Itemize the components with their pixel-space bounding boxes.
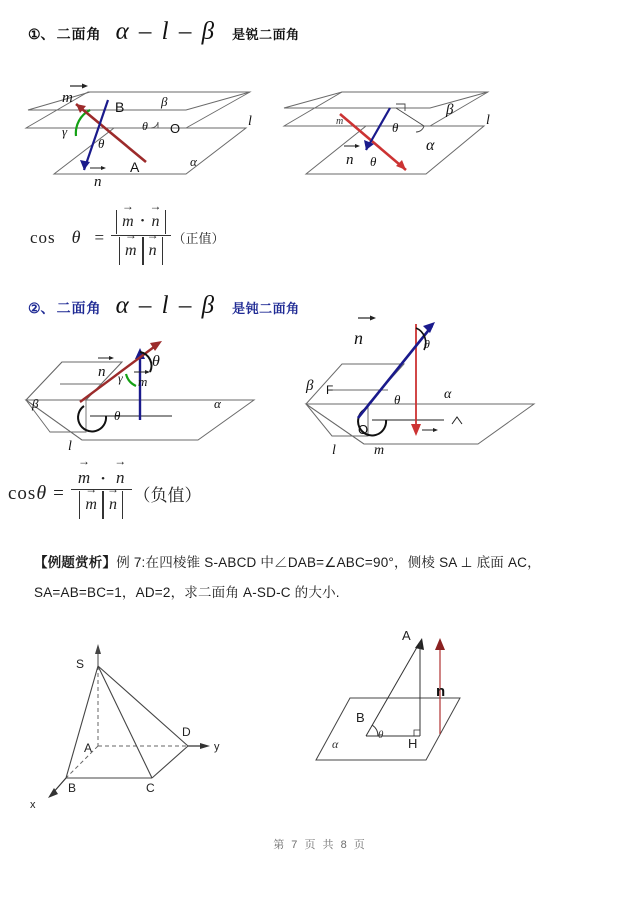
example-title: 【例题赏析】 [34, 555, 117, 570]
figure-label-beta: β [446, 102, 454, 118]
figure-label-B: B [356, 710, 365, 725]
figure-label-D: D [182, 725, 191, 739]
formula-denominator [79, 490, 123, 519]
figure-label-B: B [115, 99, 125, 115]
formula-theta: θ [36, 482, 47, 504]
vector-n: → n [114, 468, 127, 488]
example-line-2: SA=AB=BC=1，AD=2，求二面角 A-SD-C 的大小. [34, 585, 340, 600]
figure-label-theta-1: θ [392, 120, 399, 135]
figure-normal-vector-plane [308, 612, 568, 782]
section-expression-1: α – l – β [115, 18, 217, 45]
axis-label-x: x [30, 799, 36, 811]
vector-m: → m [120, 213, 136, 231]
vector-m: → m [76, 468, 92, 488]
figure-label-alpha: α [332, 737, 339, 751]
formula-numerator [71, 468, 132, 490]
section-label-2: 二面角 [56, 300, 102, 316]
figure-label-l: l [248, 114, 252, 129]
section-tail-1: 是锐二面角 [232, 27, 300, 42]
formula-acute-cos [30, 210, 225, 265]
formula-equals: = [94, 227, 105, 247]
dot-operator: • [140, 215, 145, 227]
formula-theta: θ [71, 227, 81, 247]
figure-label-m: m [62, 90, 73, 106]
figure-label-n: n [436, 683, 446, 700]
figure-acute-dihedral-left [18, 78, 258, 188]
figure-label-H: H [408, 736, 418, 751]
figure-label-theta-2: θ [370, 154, 377, 169]
formula-denominator [119, 236, 163, 265]
figure-label-A: A [84, 741, 93, 755]
figure-label-theta-1: θ [424, 337, 430, 351]
figure-label-theta-1: θ [98, 136, 105, 151]
figure-label-l: l [68, 439, 72, 454]
figure-pyramid-sabcd [10, 618, 260, 813]
formula-numerator [111, 210, 170, 236]
figure-label-l: l [486, 113, 490, 128]
figure-label-O: O [358, 422, 369, 437]
page-footer: 第 7 页 共 8 页 [273, 839, 367, 851]
section-heading-1 [28, 18, 300, 46]
figure-label-n: n [98, 364, 106, 380]
formula-note: （负值） [133, 486, 202, 505]
formula-obtuse-cos [8, 468, 202, 519]
figure-label-alpha: α [444, 387, 452, 402]
figure-label-S: S [76, 657, 85, 671]
figure-label-beta: β [161, 94, 168, 109]
figure-label-B: B [68, 781, 77, 795]
figure-label-theta-2: θ [114, 408, 121, 423]
figure-label-beta: β [32, 396, 39, 411]
section-heading-2 [28, 292, 300, 320]
formula-cos-text: cos [8, 482, 37, 504]
axis-label-y: y [214, 741, 220, 753]
figure-label-C: C [146, 781, 155, 795]
figure-label-theta-2: θ [142, 119, 148, 133]
figure-acute-dihedral-right [278, 82, 498, 187]
figure-label-beta: β [306, 378, 314, 394]
section-number-1: ①、 [28, 26, 55, 42]
vector-n: → n [150, 213, 162, 231]
figure-label-alpha: α [190, 154, 197, 169]
figure-label-gamma: γ [62, 124, 68, 139]
figure-label-gamma: γ [118, 371, 123, 385]
figure-obtuse-dihedral-left [22, 328, 262, 454]
dot-operator: • [101, 473, 106, 485]
figure-label-O: O [170, 121, 181, 136]
example-block [34, 548, 614, 608]
figure-obtuse-dihedral-right [302, 302, 538, 462]
vector-m-abs: → m [83, 496, 99, 514]
formula-equals: = [53, 482, 64, 504]
figure-label-n: n [346, 152, 354, 168]
formula-fraction [111, 210, 170, 265]
figure-label-l: l [332, 443, 336, 458]
figure-label-A: A [402, 628, 411, 643]
example-line-1 [34, 548, 614, 578]
figure-label-n: n [94, 174, 102, 188]
figure-label-m: m [374, 443, 385, 458]
vector-m-abs: → m [123, 242, 139, 260]
section-label-1: 二面角 [56, 26, 102, 42]
section-expression-2: α – l – β [115, 292, 217, 319]
section-tail-2: 是钝二面角 [232, 301, 300, 316]
example-line-1-text: 例 7:在四棱锥 S-ABCD 中∠DAB=∠ABC=90°，侧棱 SA ⊥ 底面 AC， [116, 555, 541, 570]
formula-fraction [71, 468, 132, 519]
figure-label-theta-1: θ [152, 353, 160, 370]
vector-n-abs: → n [107, 496, 119, 514]
figure-label-alpha: α [214, 396, 221, 411]
figure-label-F: F [326, 383, 334, 397]
figure-label-alpha: α [426, 137, 435, 154]
figure-label-theta-2: θ [394, 392, 401, 407]
figure-label-A: A [130, 159, 140, 175]
vector-n-abs: → n [147, 242, 159, 260]
figure-label-m: m [336, 116, 344, 127]
figure-label-m: m [138, 374, 148, 389]
figure-label-theta: θ [378, 729, 384, 741]
figure-label-n: n [354, 328, 363, 348]
formula-note: （正值） [172, 231, 225, 246]
formula-cos-text: cos [30, 227, 56, 247]
section-number-2: ②、 [28, 300, 55, 316]
